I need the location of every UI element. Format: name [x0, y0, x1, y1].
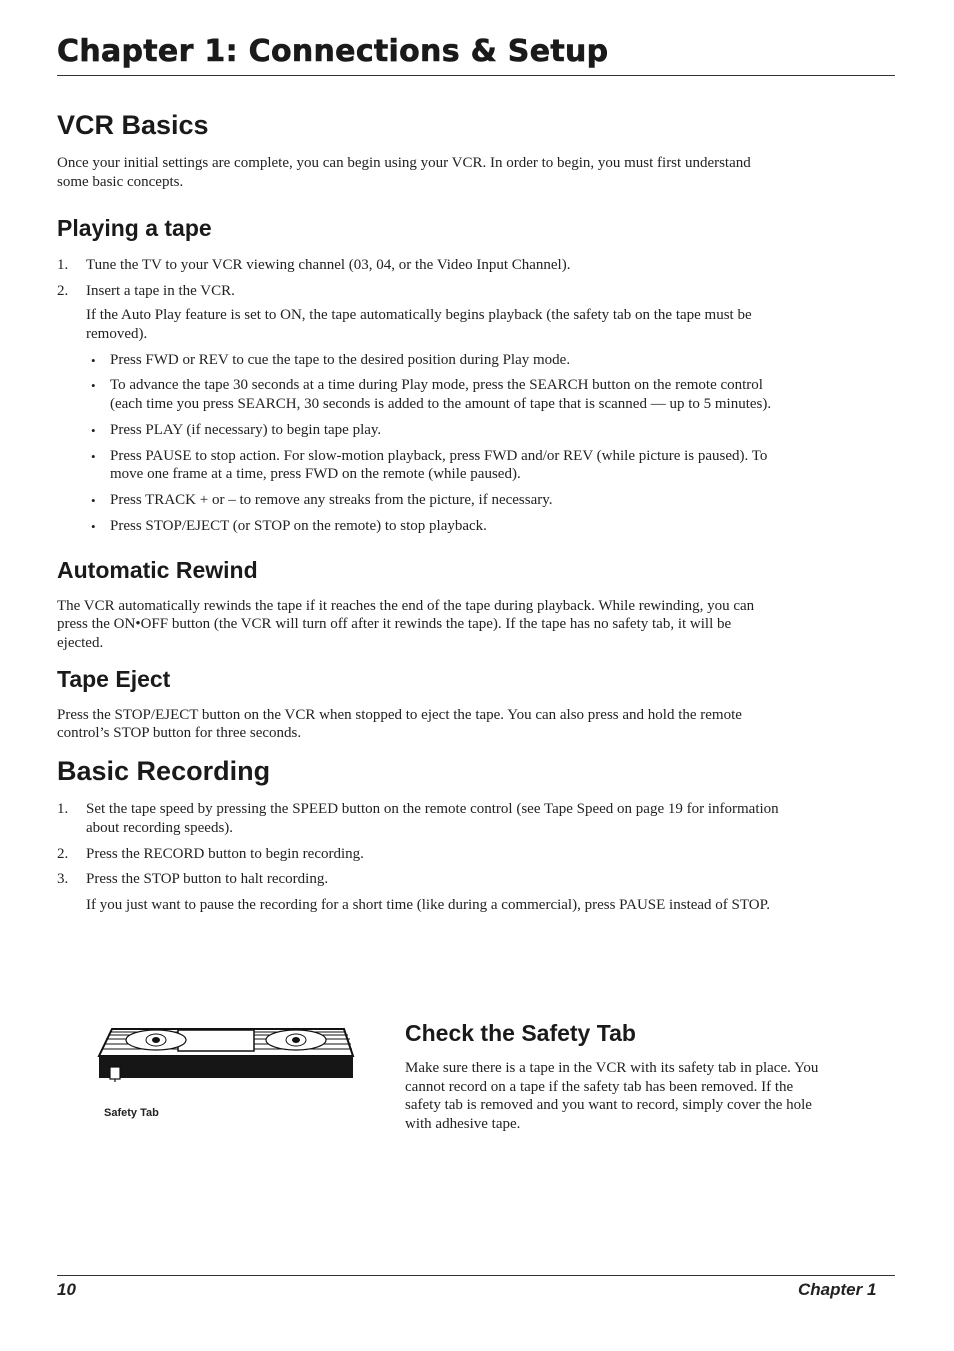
- step-number: 2.: [57, 846, 69, 862]
- rewind-line3: ejected.: [57, 635, 104, 651]
- autoplay-note-line2: removed).: [86, 326, 148, 342]
- step-text: Press the RECORD button to begin recording.: [86, 846, 364, 862]
- step-text: Press the STOP button to halt recording.: [86, 871, 329, 887]
- footer-rule: [57, 1275, 895, 1276]
- basic-recording-heading: Basic Recording: [57, 756, 271, 786]
- bullet-icon: •: [91, 423, 96, 438]
- safety-tab-marker: [110, 1067, 120, 1079]
- vcr-basics-intro-line1: Once your initial settings are complete, you can begin using your VCR. In order to begin, you must first understand: [57, 155, 751, 171]
- vhs-tape-illustration: [96, 1026, 356, 1082]
- safety-line1: Make sure there is a tape in the VCR with its safety tab in place. You: [405, 1060, 819, 1076]
- step-number: 1.: [57, 257, 69, 273]
- bullet-text: To advance the tape 30 seconds at a time during Play mode, press the SEARCH button on the remote control: [110, 377, 763, 393]
- bullet-icon: •: [91, 378, 96, 393]
- step-text: Insert a tape in the VCR.: [86, 283, 235, 299]
- bullet-text-cont: move one frame at a time, press FWD on the remote (while paused).: [110, 466, 521, 482]
- step-number: 1.: [57, 801, 69, 817]
- bullet-icon: •: [91, 353, 96, 368]
- vcr-basics-intro-line2: some basic concepts.: [57, 174, 184, 190]
- bullet-text-cont: (each time you press SEARCH, 30 seconds is added to the amount of tape that is scanned — up to 5 minutes).: [110, 396, 772, 412]
- recording-pause-note: If you just want to pause the recording for a short time (like during a commercial), press PAUSE instead of STOP.: [86, 897, 771, 913]
- footer-chapter-label: Chapter 1: [798, 1280, 877, 1299]
- playing-tape-heading: Playing a tape: [57, 215, 212, 241]
- automatic-rewind-heading: Automatic Rewind: [57, 557, 258, 583]
- eject-line2: control’s STOP button for three seconds.: [57, 725, 302, 741]
- bullet-text: Press PLAY (if necessary) to begin tape play.: [110, 422, 382, 438]
- bullet-text: Press FWD or REV to cue the tape to the desired position during Play mode.: [110, 352, 571, 368]
- bullet-icon: •: [91, 519, 96, 534]
- step-number: 2.: [57, 283, 69, 299]
- eject-line1: Press the STOP/EJECT button on the VCR when stopped to eject the tape. You can also press and hold the remote: [57, 707, 742, 723]
- bullet-text: Press TRACK + or – to remove any streaks from the picture, if necessary.: [110, 492, 553, 508]
- step-text: Set the tape speed by pressing the SPEED button on the remote control (see Tape Speed on page 19 for information: [86, 801, 779, 817]
- autoplay-note-line1: If the Auto Play feature is set to ON, the tape automatically begins playback (the safety tab on the tape must be: [86, 307, 752, 323]
- vcr-basics-heading: VCR Basics: [57, 110, 209, 140]
- safety-line2: cannot record on a tape if the safety tab has been removed. If the: [405, 1079, 794, 1095]
- bullet-icon: •: [91, 449, 96, 464]
- step-number: 3.: [57, 871, 69, 887]
- bullet-text: Press STOP/EJECT (or STOP on the remote) to stop playback.: [110, 518, 487, 534]
- safety-line4: with adhesive tape.: [405, 1116, 521, 1132]
- chapter-title: Chapter 1: Connections & Setup: [57, 34, 609, 69]
- header-rule: [57, 75, 895, 76]
- rewind-line1: The VCR automatically rewinds the tape if it reaches the end of the tape during playback. While rewinding, you can: [57, 598, 755, 614]
- safety-tab-caption: Safety Tab: [104, 1107, 159, 1119]
- step-text: Tune the TV to your VCR viewing channel (03, 04, or the Video Input Channel).: [86, 257, 571, 273]
- rewind-line2: press the ON•OFF button (the VCR will turn off after it rewinds the tape). If the tape has no safety tab, it will be: [57, 616, 732, 632]
- bullet-text: Press PAUSE to stop action. For slow-motion playback, press FWD and/or REV (while picture is paused). To: [110, 448, 768, 464]
- step-text-cont: about recording speeds).: [86, 820, 234, 836]
- bullet-icon: •: [91, 493, 96, 508]
- safety-tab-heading: Check the Safety Tab: [405, 1020, 636, 1046]
- page-number: 10: [57, 1280, 76, 1299]
- tape-eject-heading: Tape Eject: [57, 666, 171, 692]
- safety-line3: safety tab is removed and you want to record, simply cover the hole: [405, 1097, 812, 1113]
